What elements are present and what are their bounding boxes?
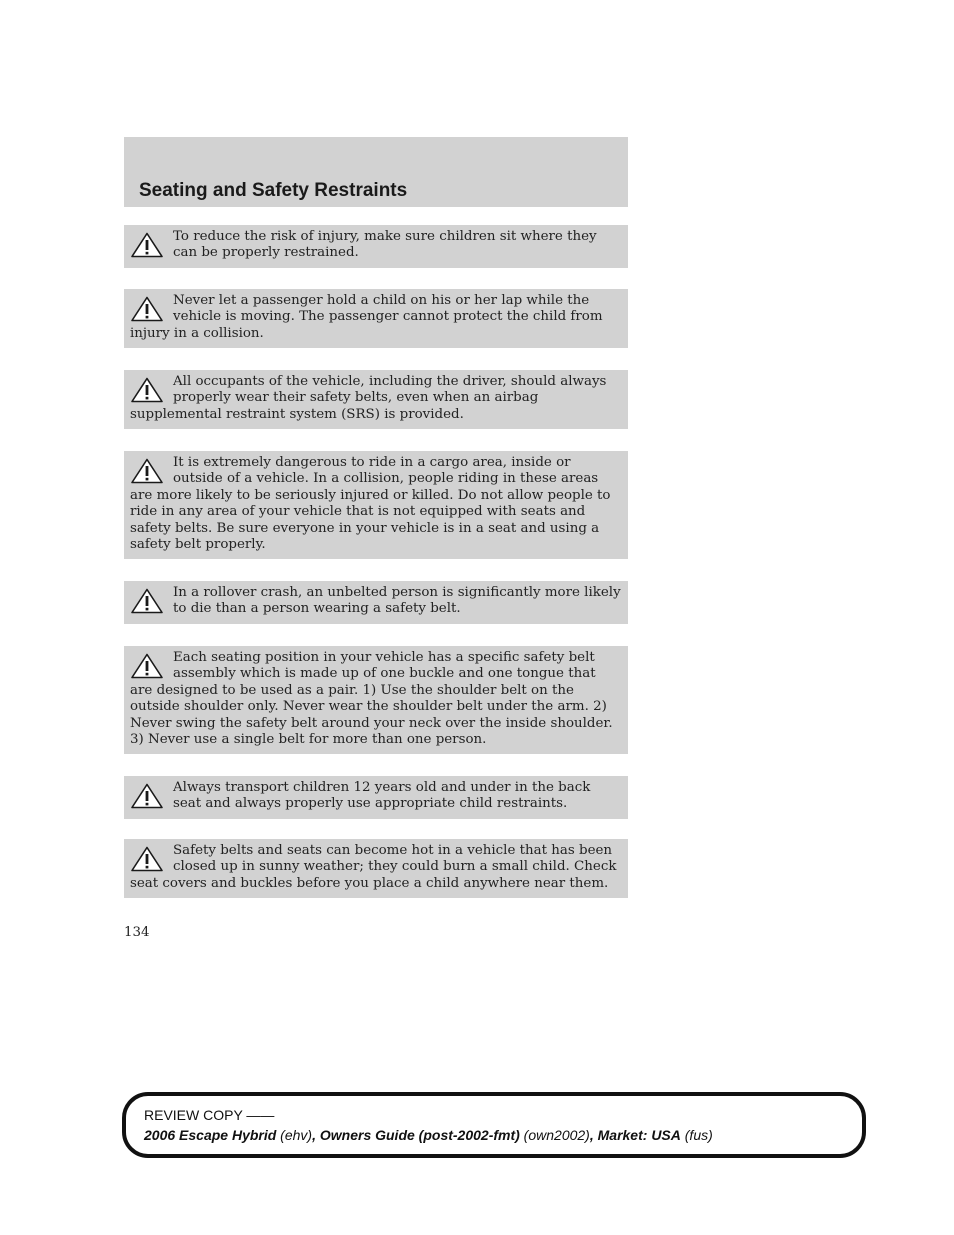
warning-text: In a rollover crash, an unbelted person is significantly more likely to die than a person wearing a safety belt.: [173, 585, 621, 617]
section-header: [124, 137, 628, 207]
warning-text: All occupants of the vehicle, including the driver, should always properly wear their safety belts, even when an airbag supplemental restraint system (SRS) is provided.: [130, 374, 607, 422]
warning-triangle-icon: [130, 653, 164, 679]
market-name: USA: [651, 1127, 681, 1143]
warning-box: [124, 839, 628, 898]
warning-text: Safety belts and seats can become hot in a vehicle that has been closed up in sunny weather; they could burn a small child. Check seat covers and buckles before you place a child anywhere near them.: [130, 843, 617, 891]
warning-box: [124, 646, 628, 754]
document-info-line: [144, 1127, 713, 1143]
vehicle-code: (ehv): [276, 1127, 313, 1143]
market-label: , Market:: [589, 1127, 652, 1143]
vehicle-name: 2006 Escape Hybrid: [144, 1127, 277, 1143]
warning-box: [124, 776, 628, 819]
warning-triangle-icon: [130, 232, 164, 258]
guide-name: Owners Guide (post-2002-fmt): [319, 1127, 520, 1143]
guide-code: (own2002): [519, 1127, 590, 1143]
warning-text: To reduce the risk of injury, make sure children sit where they can be properly restrained.: [173, 229, 597, 261]
warning-box: [124, 581, 628, 624]
section-title: Seating and Safety Restraints: [139, 180, 408, 201]
warning-triangle-icon: [130, 377, 164, 403]
warning-triangle-icon: [130, 296, 164, 322]
warning-text: Always transport children 12 years old and under in the back seat and always properly use appropriate child restraints.: [173, 780, 591, 812]
page-number: 134: [124, 925, 150, 940]
market-code: (fus): [680, 1127, 713, 1143]
warning-triangle-icon: [130, 783, 164, 809]
warning-triangle-icon: [130, 588, 164, 614]
warning-triangle-icon: [130, 846, 164, 872]
review-copy-label: REVIEW COPY ——: [144, 1107, 275, 1123]
warning-box: [124, 370, 628, 429]
warning-box: [124, 225, 628, 268]
warning-text: Each seating position in your vehicle has a specific safety belt assembly which is made up of one buckle and one tongue that are designed to be used as a pair. 1) Use the shoulder belt on the outside shoulder only. Never wear the shoulder belt under the arm. 2) Never swing the safety belt around your neck over the inside shoulder. 3) Never use a single belt for more than one person.: [130, 650, 613, 748]
warning-box: [124, 451, 628, 559]
warning-text: It is extremely dangerous to ride in a cargo area, inside or outside of a vehicle. In a collision, people riding in these areas are more likely to be seriously injured or killed. Do not allow people to ride in any area of your vehicle that is not equipped with seats and safety belts. Be sure everyone in your vehicle is in a seat and using a safety belt properly.: [130, 455, 611, 553]
warning-text: Never let a passenger hold a child on his or her lap while the vehicle is moving. The passenger cannot protect the child from injury in a collision.: [130, 293, 603, 341]
warning-triangle-icon: [130, 458, 164, 484]
review-copy-box: [122, 1092, 866, 1158]
warning-box: [124, 289, 628, 348]
separator: ,: [312, 1127, 320, 1143]
